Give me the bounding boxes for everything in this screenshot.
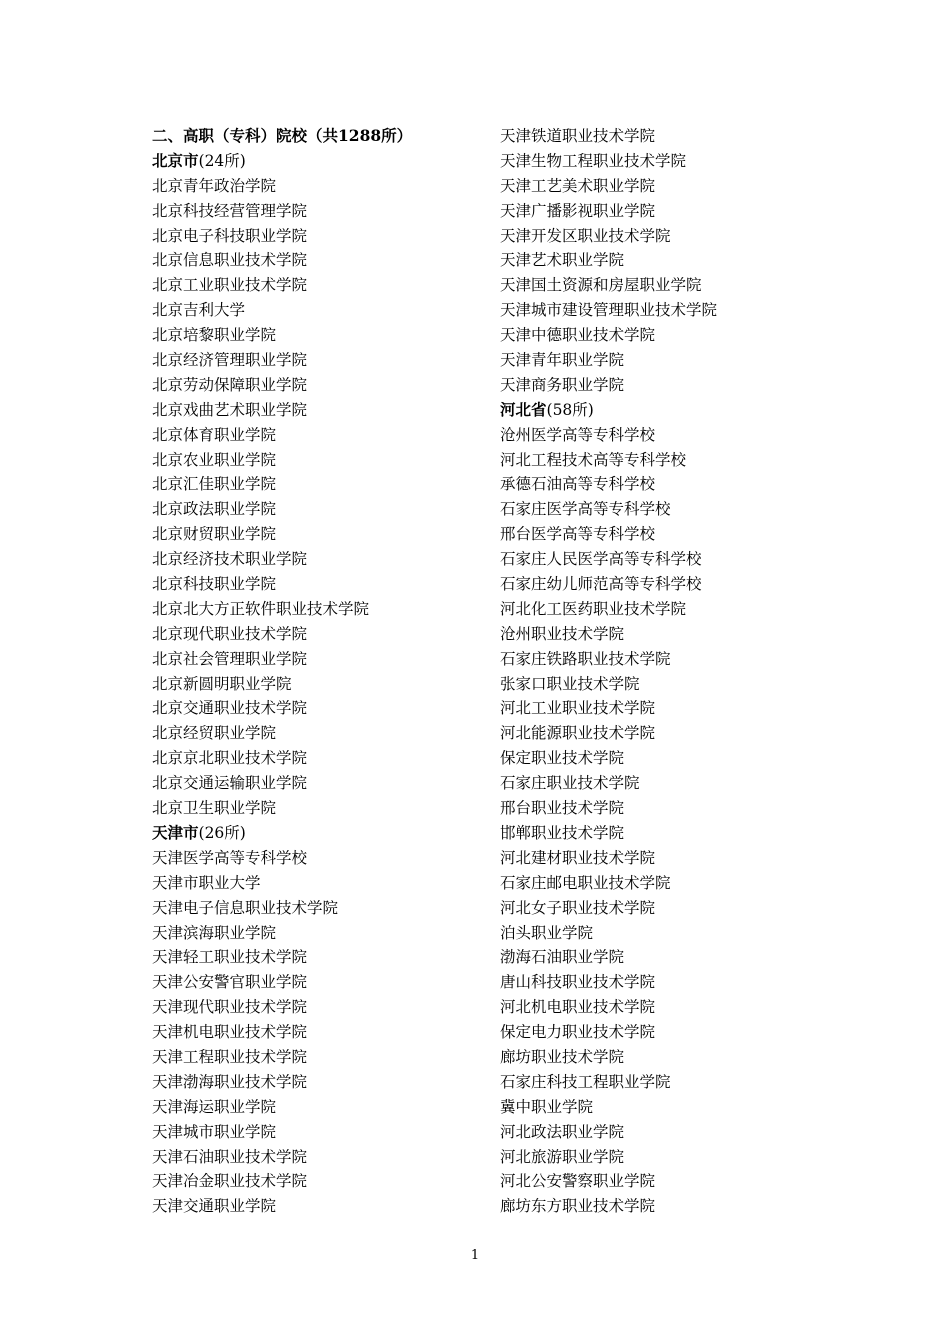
page-number: 1 bbox=[470, 1248, 480, 1263]
school-item: 天津开发区职业技术学院 bbox=[500, 226, 671, 245]
school-item: 河北化工医药职业技术学院 bbox=[500, 599, 687, 618]
school-item: 北京戏曲艺术职业学院 bbox=[152, 400, 308, 419]
school-item: 北京电子科技职业学院 bbox=[152, 226, 308, 245]
school-item: 北京科技职业学院 bbox=[152, 575, 277, 594]
school-item: 北京现代职业技术学院 bbox=[152, 624, 308, 643]
school-item: 天津国土资源和房屋职业学院 bbox=[500, 276, 702, 295]
school-item: 天津城市建设管理职业技术学院 bbox=[500, 301, 718, 320]
school-item: 天津城市职业学院 bbox=[152, 1122, 277, 1141]
school-item: 天津市职业大学 bbox=[152, 873, 261, 892]
school-item: 北京经济管理职业学院 bbox=[152, 351, 308, 370]
region-count: (26所) bbox=[198, 823, 246, 842]
school-item: 河北政法职业学院 bbox=[500, 1122, 625, 1141]
school-item: 天津公安警官职业学院 bbox=[152, 973, 308, 992]
school-item: 北京科技经营管理学院 bbox=[152, 201, 308, 220]
school-item: 北京卫生职业学院 bbox=[152, 799, 277, 818]
school-item: 天津工程职业技术学院 bbox=[152, 1047, 308, 1066]
school-item: 邢台医学高等专科学校 bbox=[500, 525, 656, 544]
region-name: 天津市 bbox=[152, 822, 199, 842]
school-item: 北京信息职业技术学院 bbox=[152, 251, 308, 270]
school-item: 天津中德职业技术学院 bbox=[500, 326, 656, 345]
school-item: 天津生物工程职业技术学院 bbox=[500, 151, 687, 170]
school-item: 保定电力职业技术学院 bbox=[500, 1023, 656, 1042]
school-item: 北京劳动保障职业学院 bbox=[152, 375, 308, 394]
school-item: 渤海石油职业学院 bbox=[500, 948, 625, 967]
school-item: 北京培黎职业学院 bbox=[152, 326, 277, 345]
school-item: 河北公安警察职业学院 bbox=[500, 1172, 656, 1191]
left-column bbox=[152, 124, 482, 1219]
school-item: 北京社会管理职业学院 bbox=[152, 649, 308, 668]
school-item: 河北能源职业技术学院 bbox=[500, 724, 656, 743]
school-item: 北京交通职业技术学院 bbox=[152, 699, 308, 718]
school-item: 北京政法职业学院 bbox=[152, 500, 277, 519]
school-item: 天津滨海职业学院 bbox=[152, 923, 277, 942]
school-item: 北京财贸职业学院 bbox=[152, 525, 277, 544]
right-column bbox=[500, 124, 900, 1219]
school-item: 唐山科技职业技术学院 bbox=[500, 973, 656, 992]
school-item: 承德石油高等专科学校 bbox=[500, 475, 656, 494]
school-item: 泊头职业学院 bbox=[500, 923, 594, 942]
school-item: 北京交通运输职业学院 bbox=[152, 774, 308, 793]
school-item: 天津广播影视职业学院 bbox=[500, 201, 656, 220]
region-count: (58所) bbox=[546, 400, 594, 419]
school-item: 天津青年职业学院 bbox=[500, 351, 625, 370]
school-item: 北京吉利大学 bbox=[152, 301, 246, 320]
section-heading: 二、高职（专科）院校（共1288所） bbox=[152, 126, 413, 145]
school-item: 北京体育职业学院 bbox=[152, 425, 277, 444]
school-item: 沧州职业技术学院 bbox=[500, 624, 625, 643]
school-item: 北京农业职业学院 bbox=[152, 450, 277, 469]
region-heading bbox=[500, 398, 900, 423]
school-item: 北京汇佳职业学院 bbox=[152, 475, 277, 494]
school-item: 北京工业职业技术学院 bbox=[152, 276, 308, 295]
school-item: 石家庄职业技术学院 bbox=[500, 774, 640, 793]
school-item: 天津商务职业学院 bbox=[500, 375, 625, 394]
school-item: 天津冶金职业技术学院 bbox=[152, 1172, 308, 1191]
school-item: 邯郸职业技术学院 bbox=[500, 823, 625, 842]
school-item: 石家庄铁路职业技术学院 bbox=[500, 649, 671, 668]
region-heading bbox=[152, 149, 482, 174]
region-name: 北京市 bbox=[152, 150, 199, 170]
school-item: 石家庄邮电职业技术学院 bbox=[500, 873, 671, 892]
school-item: 天津现代职业技术学院 bbox=[152, 998, 308, 1017]
school-item: 河北建材职业技术学院 bbox=[500, 848, 656, 867]
school-item: 天津艺术职业学院 bbox=[500, 251, 625, 270]
school-item: 北京新圆明职业学院 bbox=[152, 674, 292, 693]
school-item: 北京青年政治学院 bbox=[152, 176, 277, 195]
school-item: 廊坊东方职业技术学院 bbox=[500, 1197, 656, 1216]
school-item: 保定职业技术学院 bbox=[500, 749, 625, 768]
school-item: 石家庄幼儿师范高等专科学校 bbox=[500, 575, 702, 594]
school-item: 河北工业职业技术学院 bbox=[500, 699, 656, 718]
school-item: 天津电子信息职业技术学院 bbox=[152, 898, 339, 917]
school-item: 天津工艺美术职业学院 bbox=[500, 176, 656, 195]
school-item: 北京经贸职业学院 bbox=[152, 724, 277, 743]
school-item: 石家庄医学高等专科学校 bbox=[500, 500, 671, 519]
school-item: 北京经济技术职业学院 bbox=[152, 550, 308, 569]
school-item: 廊坊职业技术学院 bbox=[500, 1047, 625, 1066]
school-item: 石家庄科技工程职业学院 bbox=[500, 1072, 671, 1091]
school-item: 天津轻工职业技术学院 bbox=[152, 948, 308, 967]
school-item: 冀中职业学院 bbox=[500, 1097, 594, 1116]
school-item: 北京京北职业技术学院 bbox=[152, 749, 308, 768]
school-item: 天津医学高等专科学校 bbox=[152, 848, 308, 867]
region-name: 河北省 bbox=[500, 399, 547, 419]
region-heading bbox=[152, 821, 482, 846]
school-item: 沧州医学高等专科学校 bbox=[500, 425, 656, 444]
school-item: 天津石油职业技术学院 bbox=[152, 1147, 308, 1166]
school-item: 河北工程技术高等专科学校 bbox=[500, 450, 687, 469]
school-item: 天津海运职业学院 bbox=[152, 1097, 277, 1116]
school-item: 天津渤海职业技术学院 bbox=[152, 1072, 308, 1091]
school-item: 天津机电职业技术学院 bbox=[152, 1023, 308, 1042]
school-item: 石家庄人民医学高等专科学校 bbox=[500, 550, 702, 569]
school-item: 河北旅游职业学院 bbox=[500, 1147, 625, 1166]
school-item: 邢台职业技术学院 bbox=[500, 799, 625, 818]
school-item: 北京北大方正软件职业技术学院 bbox=[152, 599, 370, 618]
school-item: 天津交通职业学院 bbox=[152, 1197, 277, 1216]
school-item: 河北机电职业技术学院 bbox=[500, 998, 656, 1017]
school-item: 张家口职业技术学院 bbox=[500, 674, 640, 693]
school-item: 天津铁道职业技术学院 bbox=[500, 127, 656, 145]
school-item: 河北女子职业技术学院 bbox=[500, 898, 656, 917]
region-count: (24所) bbox=[198, 151, 246, 170]
